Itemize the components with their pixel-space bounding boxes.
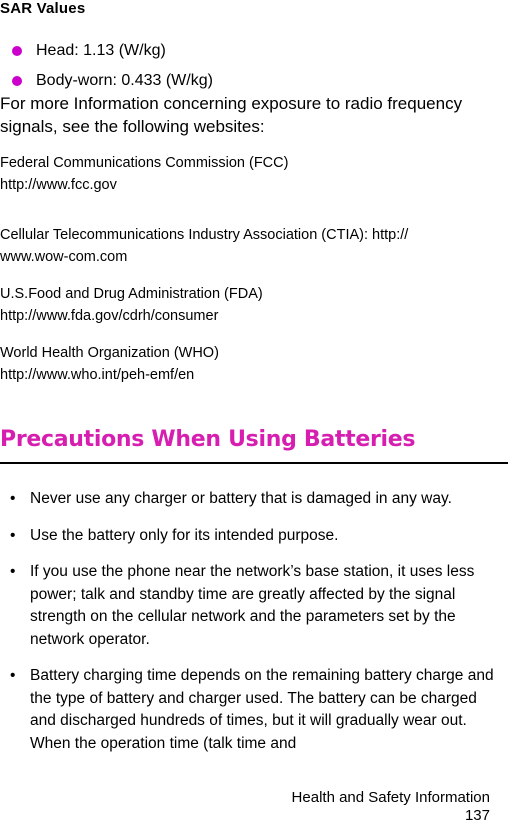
page-number: 137 bbox=[464, 807, 490, 824]
org-url-link[interactable]: http://www.who.int/peh-emf/en bbox=[0, 367, 195, 383]
bullet-dot-icon bbox=[12, 76, 22, 86]
precaution-text: Use the battery only for its intended purpose. bbox=[30, 526, 339, 544]
org-name: U.S.Food and Drug Administration (FDA) bbox=[0, 286, 263, 302]
org-name: World Health Organization (WHO) bbox=[0, 345, 219, 361]
sar-item-head bbox=[12, 36, 213, 66]
bullet-icon: • bbox=[10, 490, 16, 507]
precaution-item bbox=[10, 665, 506, 755]
precaution-text: Never use any charger or battery that is damaged in any way. bbox=[30, 490, 452, 507]
precautions-list bbox=[10, 488, 506, 769]
org-url-link[interactable]: http://www.fcc.gov bbox=[0, 177, 117, 193]
bullet-icon: • bbox=[10, 563, 16, 580]
org-name: Cellular Telecommunications Industry Association (CTIA): http:// bbox=[0, 227, 409, 243]
bullet-icon: • bbox=[10, 667, 16, 684]
sar-values-list bbox=[12, 36, 213, 96]
precaution-item bbox=[10, 525, 506, 548]
precautions-section-heading: Precautions When Using Batteries bbox=[0, 427, 416, 452]
sar-item-label: Head: 1.13 (W/kg) bbox=[36, 42, 166, 59]
precaution-item bbox=[10, 488, 506, 511]
sar-values-heading: SAR Values bbox=[0, 0, 86, 17]
org-entry-who bbox=[0, 342, 506, 386]
precaution-text: If you use the phone near the network’s base station, it uses less power; talk and standby time are greatly affected by the signal strength on the cellular network and the parameters set by the network operator. bbox=[30, 563, 475, 648]
section-divider bbox=[0, 462, 508, 464]
org-entry-fda bbox=[0, 283, 506, 327]
org-url-link[interactable]: www.wow-com.com bbox=[0, 249, 128, 265]
org-entry-ctia bbox=[0, 224, 506, 268]
precaution-item bbox=[10, 561, 506, 651]
bullet-icon: • bbox=[10, 526, 16, 544]
footer-section-title: Health and Safety Information bbox=[291, 789, 490, 806]
org-entry-fcc bbox=[0, 152, 506, 196]
sar-item-label: Body-worn: 0.433 (W/kg) bbox=[36, 72, 213, 89]
exposure-intro-paragraph: For more Information concerning exposure to radio frequency signals, see the following websites: bbox=[0, 94, 463, 136]
bullet-dot-icon bbox=[12, 46, 22, 56]
precaution-text: Battery charging time depends on the remaining battery charge and the type of battery and charger used. The battery can be charged and discharged hundreds of times, but it will gradually wear out. When the operation time (talk time and bbox=[30, 667, 494, 752]
org-name: Federal Communications Commission (FCC) bbox=[0, 155, 289, 171]
org-url-link[interactable]: http://www.fda.gov/cdrh/consumer bbox=[0, 308, 219, 324]
